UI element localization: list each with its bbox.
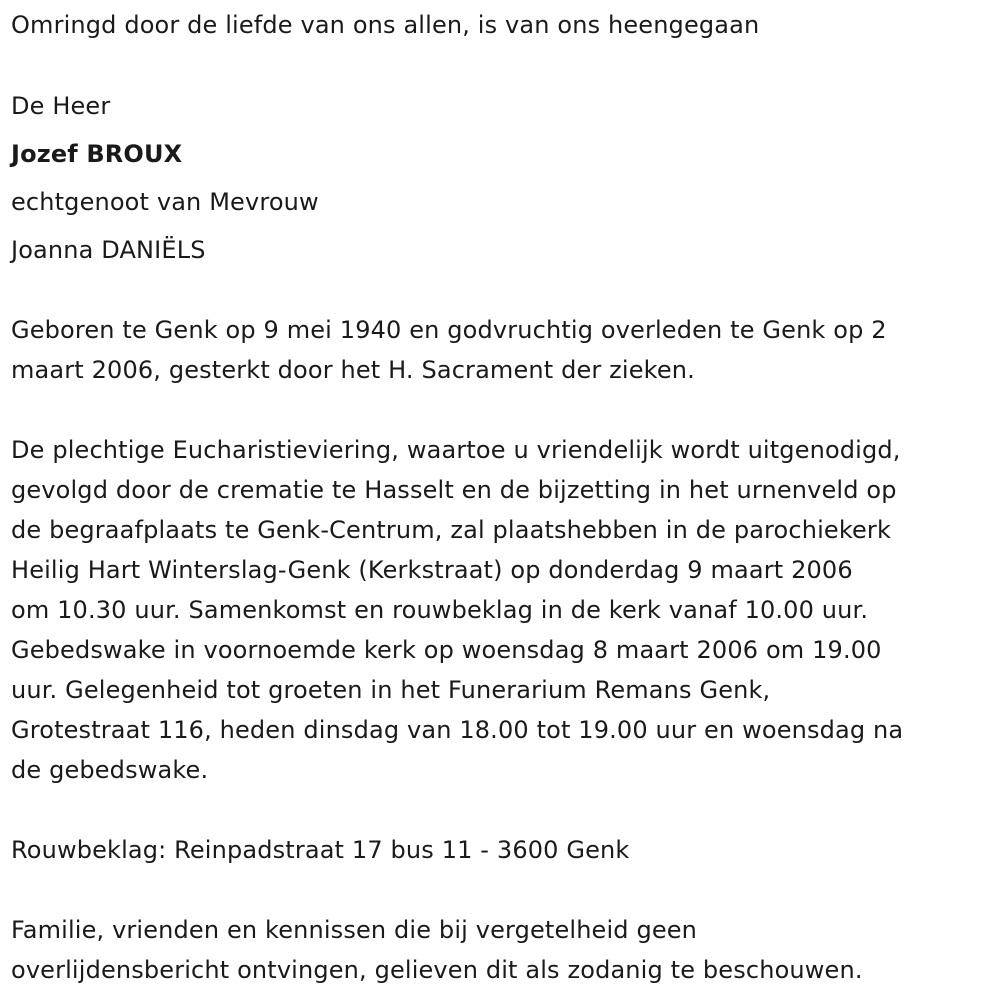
ceremony-line: De plechtige Eucharistieviering, waartoe u vriendelijk wordt uitgenodigd,: [11, 436, 901, 464]
birth-death-line: maart 2006, gesterkt door het H. Sacrament der zieken.: [11, 356, 695, 384]
birth-death-line: Geboren te Genk op 9 mei 1940 en godvruchtig overleden te Genk op 2: [11, 316, 887, 344]
ceremony-line: Gebedswake in voornoemde kerk op woensdag 8 maart 2006 om 19.00: [11, 636, 882, 664]
ceremony-line: uur. Gelegenheid tot groeten in het Funerarium Remans Genk,: [11, 676, 771, 704]
condolence-address: Rouwbeklag: Reinpadstraat 17 bus 11 - 3600 Genk: [11, 836, 630, 864]
spouse-label: echtgenoot van Mevrouw: [11, 188, 319, 216]
birth-death-paragraph: [11, 310, 991, 390]
spouse-name: Joanna DANIËLS: [11, 236, 206, 264]
deceased-name: Jozef BROUX: [11, 140, 183, 168]
ceremony-paragraph: [11, 430, 991, 790]
ceremony-line: de gebedswake.: [11, 756, 209, 784]
ceremony-line: de begraafplaats te Genk-Centrum, zal plaatshebben in de parochiekerk: [11, 516, 891, 544]
intro-text: Omringd door de liefde van ons allen, is van ons heengegaan: [11, 11, 760, 39]
ceremony-line: Heilig Hart Winterslag-Genk (Kerkstraat) op donderdag 9 maart 2006: [11, 556, 853, 584]
ceremony-line: Grotestraat 116, heden dinsdag van 18.00 tot 19.00 uur en woensdag na: [11, 716, 904, 744]
closing-line: Familie, vrienden en kennissen die bij vergetelheid geen: [11, 916, 698, 944]
ceremony-line: gevolgd door de crematie te Hasselt en de bijzetting in het urnenveld op: [11, 476, 897, 504]
closing-line: overlijdensbericht ontvingen, gelieven dit als zodanig te beschouwen.: [11, 956, 863, 984]
closing-paragraph: [11, 910, 991, 990]
title-prefix: De Heer: [11, 92, 111, 120]
ceremony-line: om 10.30 uur. Samenkomst en rouwbeklag in de kerk vanaf 10.00 uur.: [11, 596, 869, 624]
